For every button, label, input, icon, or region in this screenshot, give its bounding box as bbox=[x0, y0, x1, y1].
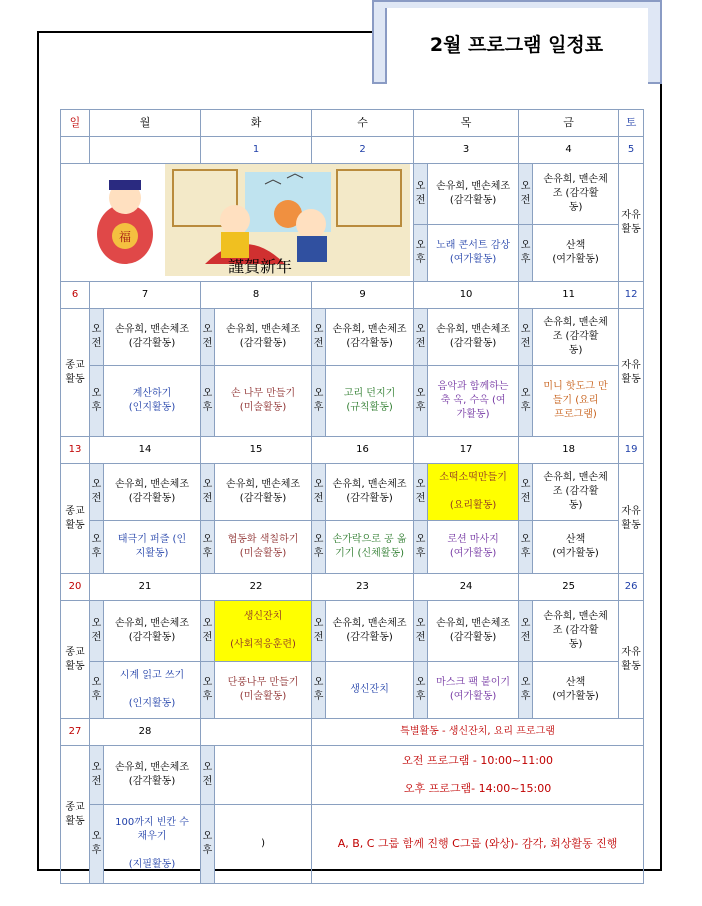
weekday-mon: 월 bbox=[90, 110, 201, 137]
activity-cell: 손유희, 맨손체조 (감각활동) bbox=[104, 464, 201, 521]
week2-am: 종교 활동 오 전 손유희, 맨손체조 (감각활동) 오 전 손유희, 맨손체조 (감각활동) 오 전 손유희, 맨손체조 (감각활동) 오 전 손유희, 맨손체조 (감각활동) 오 전 손유희, 맨손체 조 (감각활 동) 자유 활동 bbox=[61, 309, 644, 366]
am-label: 오 전 bbox=[414, 164, 428, 225]
special-activity: 특별활동 - 생신잔치, 요리 프로그램 bbox=[312, 719, 644, 746]
week1-dates bbox=[61, 137, 644, 164]
activity-cell: 손유희, 맨손체조 (감각활동) bbox=[428, 164, 519, 225]
program-times: 오전 프로그램 - 10:00~11:00 오후 프로그램- 14:00~15:00 bbox=[312, 746, 644, 805]
date-cell: 14 bbox=[90, 437, 201, 464]
date-cell: 20 bbox=[61, 574, 90, 601]
week5-am: 종교 활동 오 전 손유희, 맨손체조 (감각활동) 오 전 오전 프로그램 - 10:00~11:00 오후 프로그램- 14:00~15:00 bbox=[61, 746, 644, 805]
week4-am: 종교 활동 오 전 손유희, 맨손체조 (감각활동) 오 전 생신잔치 (사회적응훈련) 오 전 손유희, 맨손체조 (감각활동) 오 전 손유희, 맨손체조 (감각활동) 오 전 손유희, 맨손체 조 (감각활 동) 자유 활동 bbox=[61, 601, 644, 662]
free-activity: 자유 활동 bbox=[619, 164, 644, 282]
activity-cell: 손유희, 맨손체조 (감각활동) bbox=[428, 309, 519, 366]
date-cell: 6 bbox=[61, 282, 90, 309]
activity-cell: 100까지 빈칸 수 채우기 (지필활동) bbox=[104, 805, 201, 884]
religion-activity: 종교 활동 bbox=[61, 601, 90, 719]
greeting-text: 謹賀新年 bbox=[227, 257, 292, 276]
weekday-fri: 금 bbox=[519, 110, 619, 137]
weekday-row bbox=[61, 110, 644, 137]
activity-cell: 태극기 퍼즐 (인 지활동) bbox=[104, 521, 201, 574]
activity-cell: 손유희, 맨손체 조 (감각활 동) bbox=[533, 601, 619, 662]
activity-cell: 산책 (여가활동) bbox=[533, 225, 619, 282]
pm-label: 오 후 bbox=[414, 225, 428, 282]
date-cell: 16 bbox=[312, 437, 414, 464]
date-cell: 9 bbox=[312, 282, 414, 309]
date-cell: 18 bbox=[519, 437, 619, 464]
date-cell: 19 bbox=[619, 437, 644, 464]
activity-cell: 손가락으로 공 옮 기기 (신체활동) bbox=[326, 521, 414, 574]
week4-pm: 오 후 시계 읽고 쓰기 (인지활동) 오 후 단풍나무 만들기 (미술활동) 오 후 생신잔치 오 후 마스크 팩 붙이기 (여가활동) 오 후 산책 (여가활동) bbox=[61, 662, 644, 719]
weekday-wed: 수 bbox=[312, 110, 414, 137]
page-title: 2월 프로그램 일정표 bbox=[429, 34, 604, 56]
week3-pm: 오 후 태극기 퍼즐 (인 지활동) 오 후 협동화 색칠하기 (미술활동) 오 후 손가락으로 공 옮 기기 (신체활동) 오 후 로션 마사지 (여가활동) 오 후 산책 (여가활동) bbox=[61, 521, 644, 574]
new-year-illustration bbox=[65, 164, 410, 276]
activity-cell: 마스크 팩 붙이기 (여가활동) bbox=[428, 662, 519, 719]
activity-cell: 협동화 색칠하기 (미술활동) bbox=[215, 521, 312, 574]
date-cell: 7 bbox=[90, 282, 201, 309]
week3-am: 종교 활동 오 전 손유희, 맨손체조 (감각활동) 오 전 손유희, 맨손체조 (감각활동) 오 전 손유희, 맨손체조 (감각활동) 오 전 소떡소떡만들기 (요리활동) 오 전 손유희, 맨손체 조 (감각활 동) 자유 활동 bbox=[61, 464, 644, 521]
date-cell: 28 bbox=[90, 719, 201, 746]
date-cell: 8 bbox=[201, 282, 312, 309]
weekday-tue: 화 bbox=[201, 110, 312, 137]
date-cell: 13 bbox=[61, 437, 90, 464]
activity-cell: 손유희, 맨손체 조 (감각활 동) bbox=[533, 164, 619, 225]
weekday-sun: 일 bbox=[61, 110, 90, 137]
date-cell: 25 bbox=[519, 574, 619, 601]
schedule-table bbox=[60, 109, 644, 884]
date-cell: 26 bbox=[619, 574, 644, 601]
week3-dates bbox=[61, 437, 644, 464]
week5-pm: 오 후 100까지 빈칸 수 채우기 (지필활동) 오 후 ) A, B, C 그룹 함께 진행 C그룹 (와상)- 감각, 회상활동 진행 bbox=[61, 805, 644, 884]
date-cell: 17 bbox=[414, 437, 519, 464]
activity-cell: 손유희, 맨손체조 (감각활동) bbox=[326, 464, 414, 521]
date-cell: 5 bbox=[619, 137, 644, 164]
activity-cell: 노래 콘서트 감상 (여가활동) bbox=[428, 225, 519, 282]
activity-cell: 단풍나무 만들기 (미술활동) bbox=[215, 662, 312, 719]
religion-activity: 종교 활동 bbox=[61, 746, 90, 884]
activity-cell: 고리 던지기 (규칙활동) bbox=[326, 366, 414, 437]
activity-cell: 손유희, 맨손체조 (감각활동) bbox=[326, 601, 414, 662]
activity-cell: 로션 마사지 (여가활동) bbox=[428, 521, 519, 574]
date-cell: 11 bbox=[519, 282, 619, 309]
activity-cell: 손유희, 맨손체 조 (감각활 동) bbox=[533, 309, 619, 366]
pm-label: 오 후 bbox=[519, 225, 533, 282]
date-cell: 2 bbox=[312, 137, 414, 164]
date-cell: 4 bbox=[519, 137, 619, 164]
date-cell: 10 bbox=[414, 282, 519, 309]
activity-cell: 손유희, 맨손체조 (감각활동) bbox=[104, 601, 201, 662]
week2-dates bbox=[61, 282, 644, 309]
religion-activity: 종교 활동 bbox=[61, 464, 90, 574]
activity-cell: 손유희, 맨손체조 (감각활동) bbox=[215, 309, 312, 366]
date-cell: 24 bbox=[414, 574, 519, 601]
date-cell: 27 bbox=[61, 719, 90, 746]
activity-cell: 손유희, 맨손체조 (감각활동) bbox=[104, 746, 201, 805]
date-cell: 22 bbox=[201, 574, 312, 601]
week1-am bbox=[61, 164, 644, 225]
am-label: 오 전 bbox=[519, 164, 533, 225]
date-cell: 23 bbox=[312, 574, 414, 601]
paren-cell: ) bbox=[215, 805, 312, 884]
date-cell: 12 bbox=[619, 282, 644, 309]
week5-dates bbox=[61, 719, 644, 746]
activity-cell: 손유희, 맨손체조 (감각활동) bbox=[215, 464, 312, 521]
activity-cell: 미니 핫도그 만 들기 (요리 프로그램) bbox=[533, 366, 619, 437]
activity-cell: 산책 (여가활동) bbox=[533, 662, 619, 719]
activity-cell: 손유희, 맨손체조 (감각활동) bbox=[326, 309, 414, 366]
weekday-sat: 토 bbox=[619, 110, 644, 137]
activity-cell: 손 나무 만들기 (미술활동) bbox=[215, 366, 312, 437]
activity-cell: 손유희, 맨손체 조 (감각활 동) bbox=[533, 464, 619, 521]
activity-cell: 계산하기 (인지활동) bbox=[104, 366, 201, 437]
date-cell: 15 bbox=[201, 437, 312, 464]
activity-cell: 생신잔치 bbox=[326, 662, 414, 719]
free-activity: 자유 활동 bbox=[619, 464, 644, 574]
group-note: A, B, C 그룹 함께 진행 C그룹 (와상)- 감각, 회상활동 진행 bbox=[312, 805, 644, 884]
free-activity: 자유 활동 bbox=[619, 601, 644, 719]
highlight-activity: 소떡소떡만들기 (요리활동) bbox=[428, 464, 519, 521]
weekday-thu: 목 bbox=[414, 110, 519, 137]
new-year-art bbox=[61, 164, 414, 282]
free-activity: 자유 활동 bbox=[619, 309, 644, 437]
activity-cell: 산책 (여가활동) bbox=[533, 521, 619, 574]
week2-pm: 오 후 계산하기 (인지활동) 오 후 손 나무 만들기 (미술활동) 오 후 고리 던지기 (규칙활동) 오 후 음악과 함께하는 축 옥, 수옥 (여 가활동) 오 후 미니 핫도그 만 들기 (요리 프로그램) bbox=[61, 366, 644, 437]
activity-cell: 손유희, 맨손체조 (감각활동) bbox=[104, 309, 201, 366]
activity-cell: 음악과 함께하는 축 옥, 수옥 (여 가활동) bbox=[428, 366, 519, 437]
highlight-activity: 생신잔치 (사회적응훈련) bbox=[215, 601, 312, 662]
activity-cell: 손유희, 맨손체조 (감각활동) bbox=[428, 601, 519, 662]
activity-cell: 시계 읽고 쓰기 (인지활동) bbox=[104, 662, 201, 719]
date-cell: 21 bbox=[90, 574, 201, 601]
week4-dates bbox=[61, 574, 644, 601]
fortune-char: 福 bbox=[118, 230, 131, 244]
date-cell: 3 bbox=[414, 137, 519, 164]
date-cell: 1 bbox=[201, 137, 312, 164]
religion-activity: 종교 활동 bbox=[61, 309, 90, 437]
